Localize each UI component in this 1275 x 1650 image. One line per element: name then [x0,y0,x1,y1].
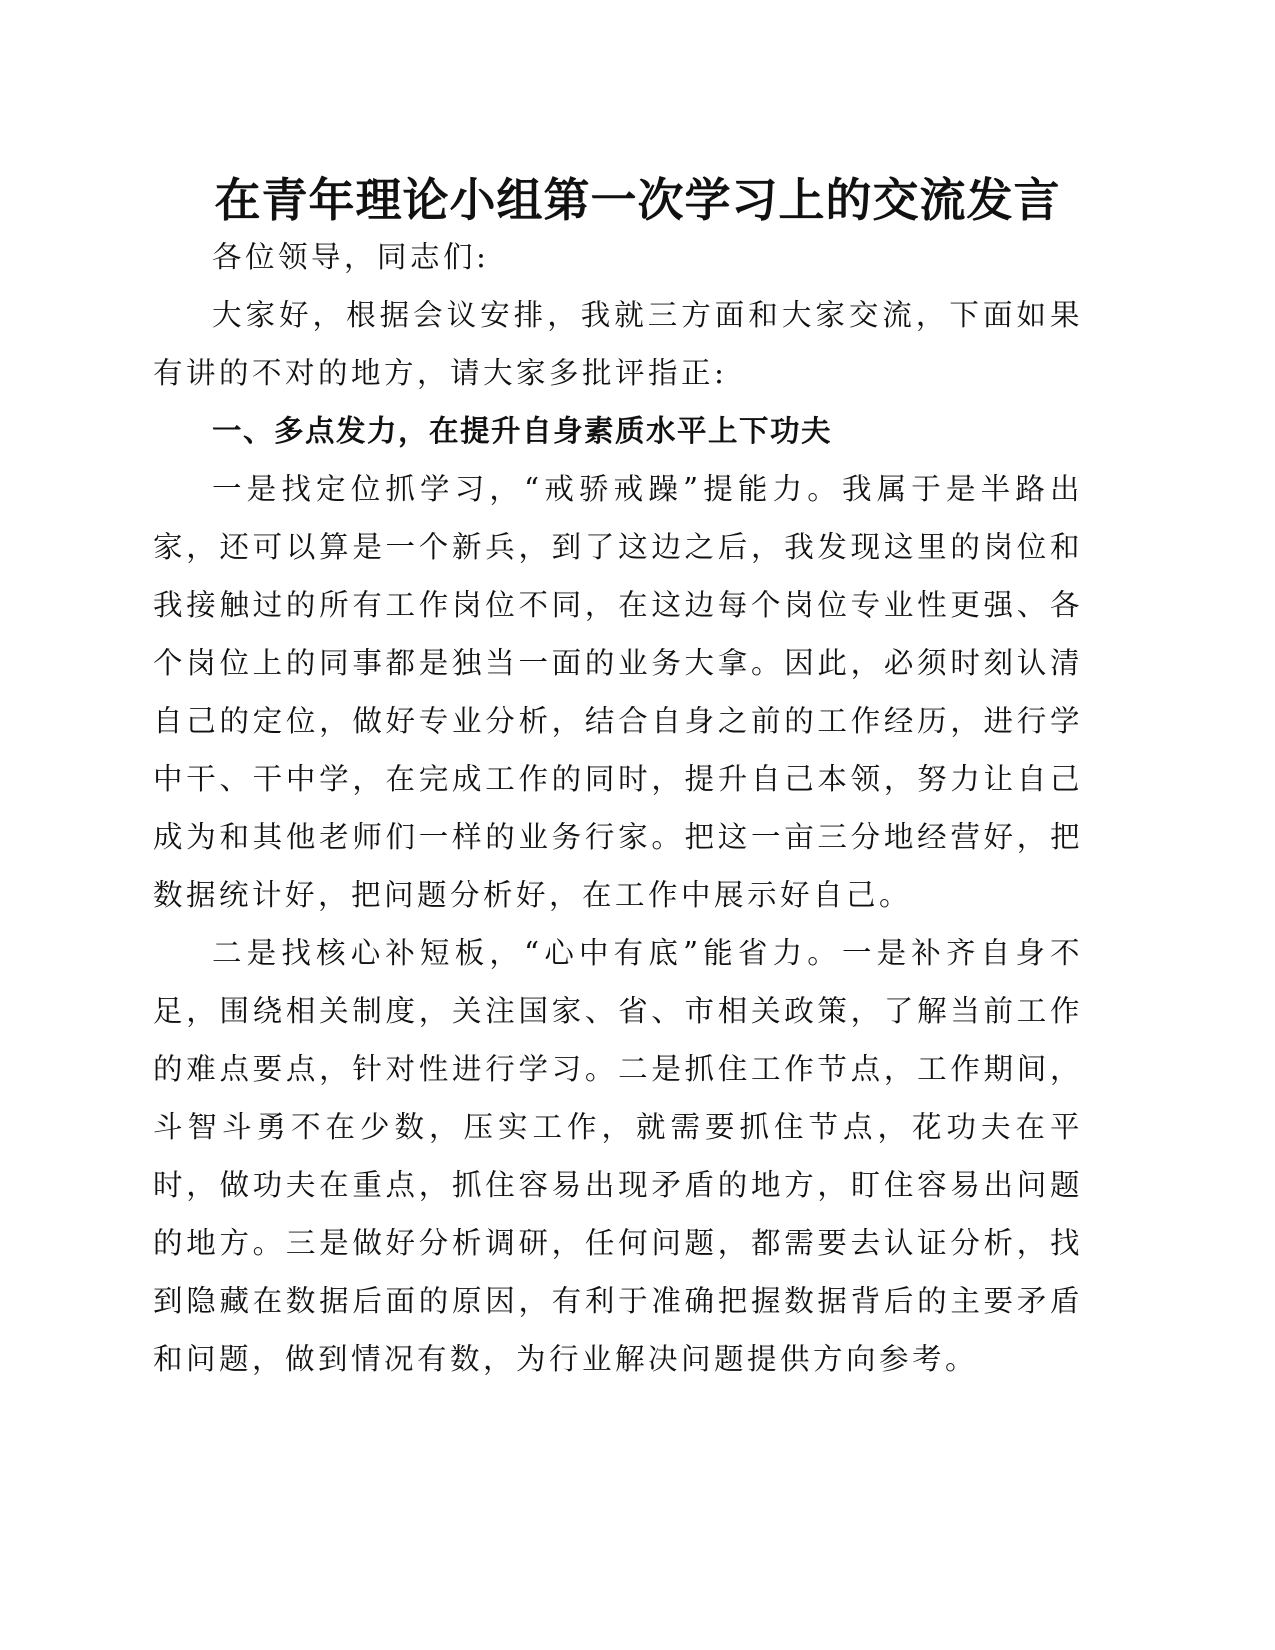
intro-paragraph: 大家好，根据会议安排，我就三方面和大家交流，下面如果有讲的不对的地方，请大家多批评指正: [153,298,1083,390]
greeting-paragraph: 各位领导，同志们: [212,240,490,274]
section-heading: 一、多点发力，在提升自身素质水平上下功夫 [212,414,833,448]
body-paragraph-2: 二是找核心补短板，“心中有底”能省力。一是补齐自身不足，围绕相关制度，关注国家、省、市相关政策，了解当前工作的难点要点，针对性进行学习。二是抓住工作节点，工作期间，斗智斗勇不在少数，压实工作，就需要抓住节点，花功夫在平时，做功夫在重点，抓住容易出现矛盾的地方，盯住容易出问题的地方。三是做好分析调研，任何问题，都需要去认证分析，找到隐藏在数据后面的原因，有利于准确把握数据背后的主要矛盾和问题，做到情况有数，为行业解决问题提供方向参考。 [153,936,1083,1376]
document-title: 在青年理论小组第一次学习上的交流发言 [214,173,1061,227]
document-body [153,228,1083,1388]
body-paragraph-1: 一是找定位抓学习，“戒骄戒躁”提能力。我属于是半路出家，还可以算是一个新兵，到了这边之后，我发现这里的岗位和我接触过的所有工作岗位不同，在这边每个岗位专业性更强、各个岗位上的同事都是独当一面的业务大拿。因此，必须时刻认清自己的定位，做好专业分析，结合自身之前的工作经历，进行学中干、干中学，在完成工作的同时，提升自己本领，努力让自己成为和其他老师们一样的业务行家。把这一亩三分地经营好，把数据统计好，把问题分析好，在工作中展示好自己。 [153,472,1083,912]
